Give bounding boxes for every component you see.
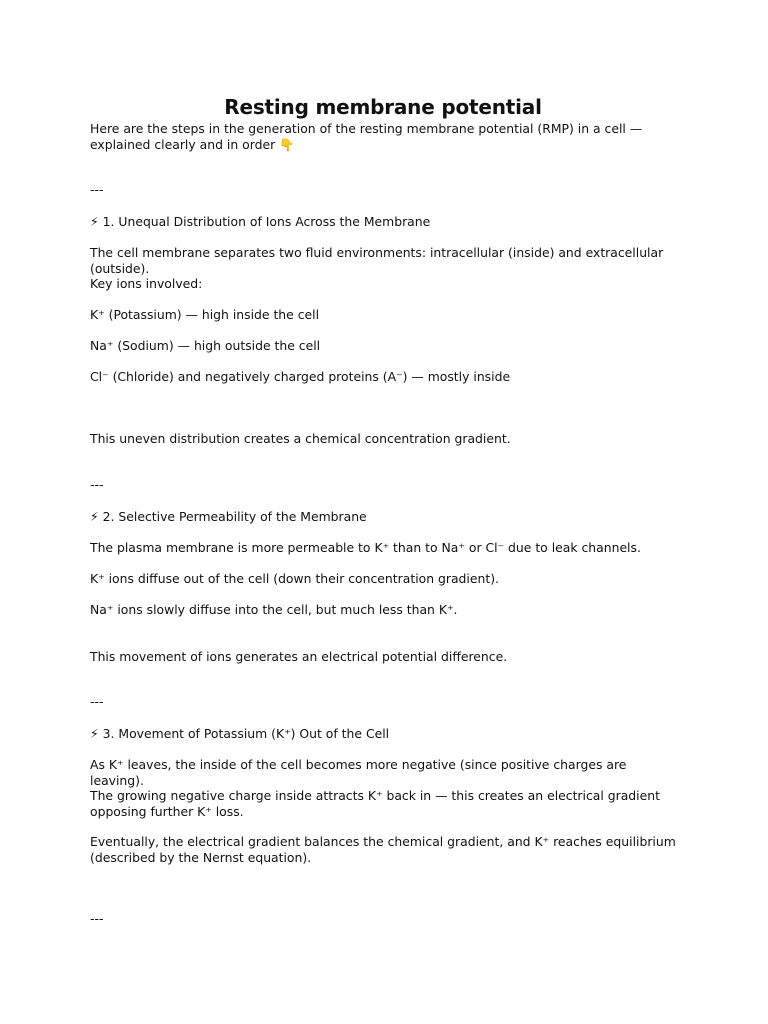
ion-list-item: Na⁺ (Sodium) — high outside the cell — [90, 338, 321, 353]
separator: --- — [90, 694, 104, 709]
section-2-heading: ⚡ 2. Selective Permeability of the Membrane — [90, 509, 367, 524]
separator: --- — [90, 911, 104, 926]
separator: --- — [90, 182, 104, 197]
page-title: Resting membrane potential — [224, 95, 542, 119]
section-3-heading: ⚡ 3. Movement of Potassium (K⁺) Out of the Cell — [90, 726, 390, 741]
section-3-paragraph: Eventually, the electrical gradient balances the chemical gradient, and K⁺ reaches equilibrium (described by the Nernst equation). — [90, 834, 676, 865]
intro-paragraph: Here are the steps in the generation of the resting membrane potential (RMP) in a cell — explained clearly and in order 👇 — [90, 121, 643, 152]
ion-list-item: K⁺ (Potassium) — high inside the cell — [90, 307, 320, 322]
section-2-paragraph: K⁺ ions diffuse out of the cell (down their concentration gradient). — [90, 571, 499, 586]
ion-list-item: Cl⁻ (Chloride) and negatively charged proteins (A⁻) — mostly inside — [90, 369, 511, 384]
separator: --- — [90, 477, 104, 492]
section-2-paragraph: Na⁺ ions slowly diffuse into the cell, but much less than K⁺. — [90, 602, 458, 617]
section-1-paragraph: Key ions involved: — [90, 276, 203, 291]
section-2-paragraph: The plasma membrane is more permeable to K⁺ than to Na⁺ or Cl⁻ due to leak channels. — [90, 540, 641, 555]
section-2-summary: This movement of ions generates an electrical potential difference. — [90, 649, 508, 664]
section-3-paragraph: The growing negative charge inside attracts K⁺ back in — this creates an electrical gradient opposing further K⁺ loss. — [90, 788, 660, 819]
section-1-paragraph: The cell membrane separates two fluid environments: intracellular (inside) and extracellular (outside). — [90, 245, 664, 276]
section-1-summary: This uneven distribution creates a chemical concentration gradient. — [90, 431, 511, 446]
section-1-heading: ⚡ 1. Unequal Distribution of Ions Across the Membrane — [90, 214, 431, 229]
section-3-paragraph: As K⁺ leaves, the inside of the cell becomes more negative (since positive charges are leaving). — [90, 757, 627, 788]
